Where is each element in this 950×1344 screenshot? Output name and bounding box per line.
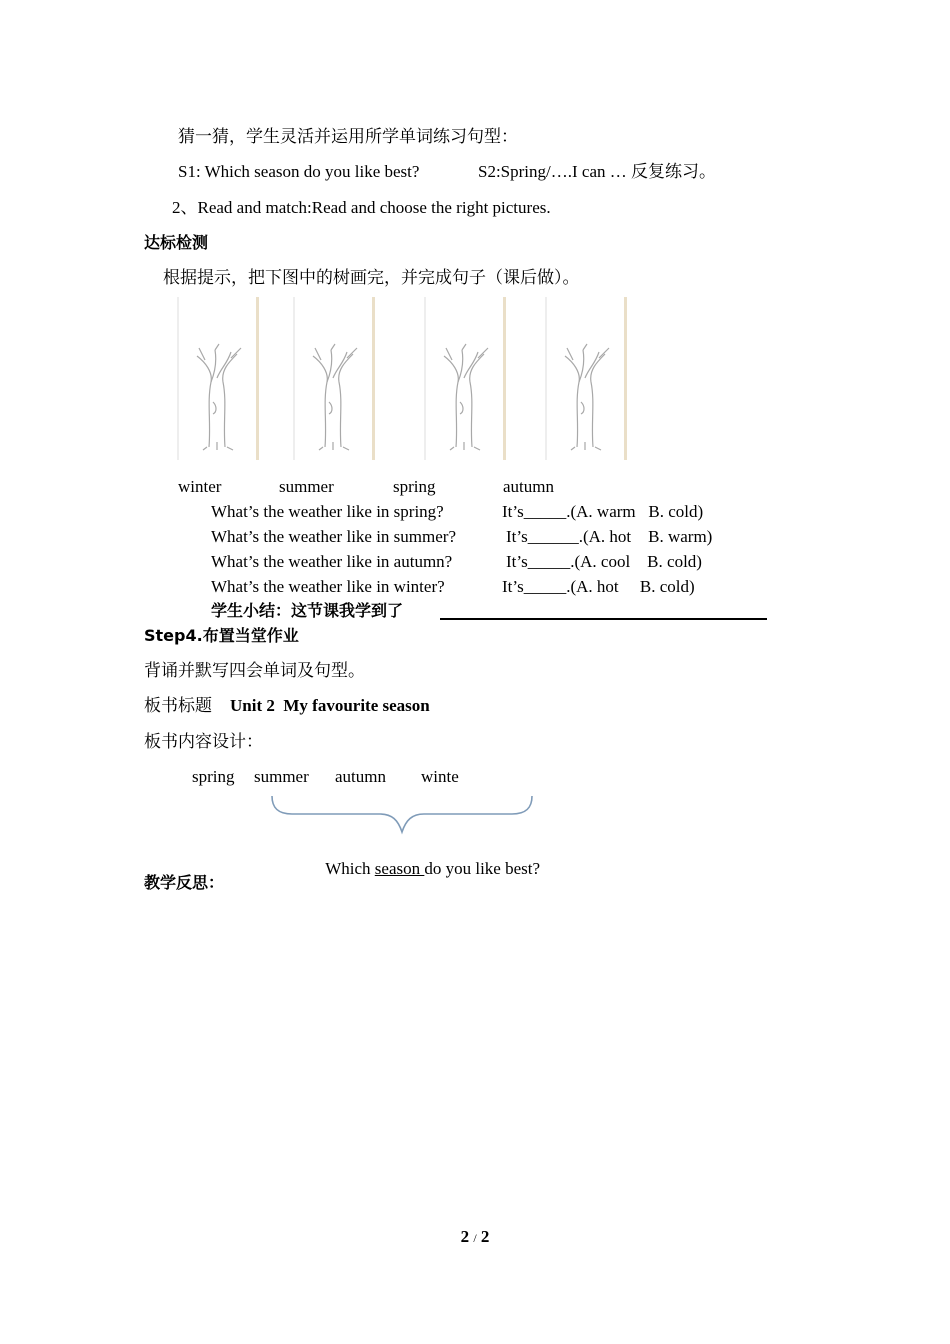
answer-winter: It’s_____.(A. hot B. cold) xyxy=(502,577,695,596)
board-title-label: 板书标题 xyxy=(144,696,212,715)
page-number xyxy=(0,1227,950,1247)
tree-image-1 xyxy=(177,297,259,460)
board-sentence xyxy=(317,836,540,880)
test-instruction: 根据提示，把下图中的树画完，并完成句子（课后做）。 xyxy=(163,268,580,287)
board-word-spring: spring xyxy=(192,767,235,786)
board-design-label: 板书内容设计： xyxy=(144,732,263,751)
dialogue-s1: S1: Which season do you like best? xyxy=(178,162,420,181)
board-sentence-keyword: season xyxy=(374,859,425,878)
bare-tree-icon xyxy=(555,342,615,452)
summary-label: 学生小结：这节课我学到了 xyxy=(211,601,404,620)
bare-tree-icon xyxy=(303,342,363,452)
summary-blank-line xyxy=(440,618,767,620)
season-label-spring: spring xyxy=(393,477,436,496)
test-heading: 达标检测 xyxy=(144,233,209,252)
board-word-winte: winte xyxy=(421,767,459,786)
tree-image-3 xyxy=(424,297,506,460)
question-summer: What’s the weather like in summer? xyxy=(211,527,456,546)
question-autumn: What’s the weather like in autumn? xyxy=(211,552,453,571)
answer-spring: It’s_____.(A. warm B. cold) xyxy=(502,502,704,521)
season-label-autumn: autumn xyxy=(503,477,554,496)
answer-summer: It’s______.(A. hot B. warm) xyxy=(506,527,713,546)
answer-autumn: It’s_____.(A. cool B. cold) xyxy=(506,552,702,571)
season-label-summer: summer xyxy=(279,477,334,496)
board-word-summer: summer xyxy=(254,767,309,786)
page-separator: / xyxy=(473,1231,477,1245)
board-title: Unit 2 My favourite season xyxy=(230,696,430,715)
bare-tree-icon xyxy=(434,342,494,452)
board-sentence-after: do you like best? xyxy=(424,859,541,878)
curly-brace-icon xyxy=(268,794,536,838)
dialogue-s2: S2:Spring/….I can … 反复练习。 xyxy=(478,162,716,181)
tree-image-4 xyxy=(545,297,627,460)
page-total: 2 xyxy=(480,1227,490,1246)
tree-image-2 xyxy=(293,297,375,460)
reflection-heading: 教学反思： xyxy=(144,873,225,892)
step4-heading: Step4.布置当堂作业 xyxy=(144,626,299,645)
page-current: 2 xyxy=(460,1227,470,1246)
season-label-winter: winter xyxy=(178,477,222,496)
board-sentence-before: Which xyxy=(325,859,375,878)
question-spring: What’s the weather like in spring? xyxy=(211,502,444,521)
bare-tree-icon xyxy=(187,342,247,452)
homework-line: 背诵并默写四会单词及句型。 xyxy=(144,661,365,680)
question-winter: What’s the weather like in winter? xyxy=(211,577,445,596)
read-match-line: 2、Read and match:Read and choose the right pictures. xyxy=(172,198,551,217)
board-word-autumn: autumn xyxy=(335,767,386,786)
intro-line: 猜一猜，学生灵活并运用所学单词练习句型： xyxy=(178,127,518,146)
